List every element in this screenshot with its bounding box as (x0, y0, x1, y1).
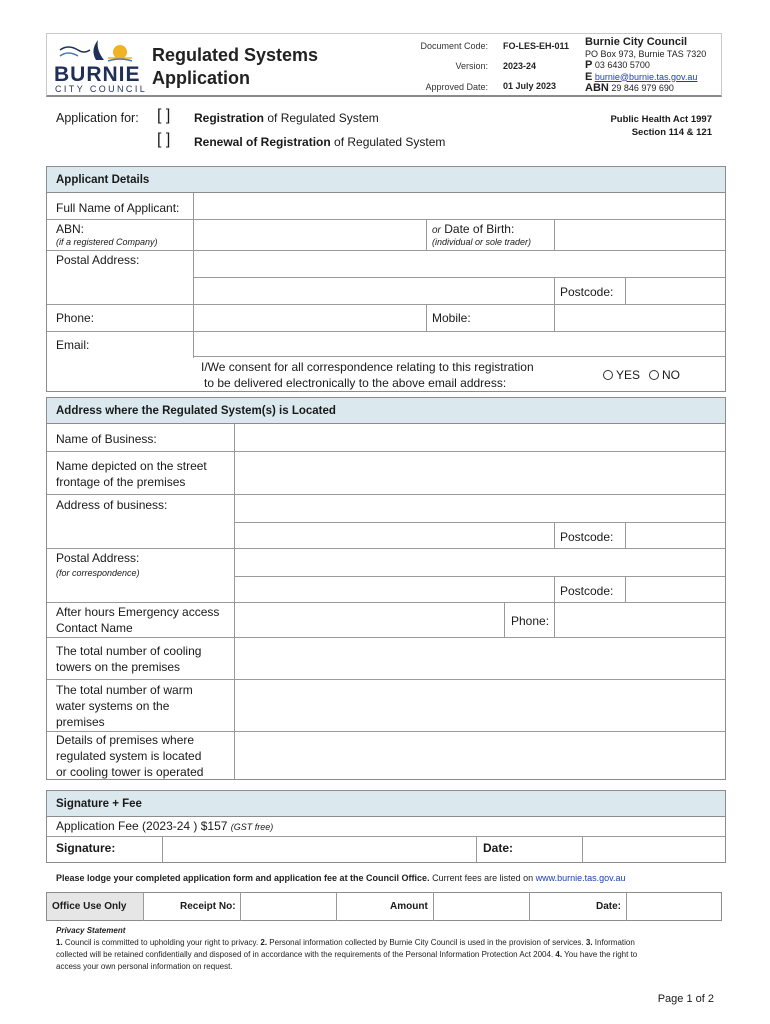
phone-label: Phone: (56, 311, 95, 325)
renewal-checkbox[interactable]: [ ] (157, 131, 171, 148)
row-divider (47, 331, 725, 332)
postal-address-field[interactable] (237, 550, 724, 574)
renewal-option: Renewal of Registration of Regulated System (194, 135, 446, 149)
cooling-towers-label: The total number of cooling towers on the premises (56, 644, 202, 674)
column-divider (143, 892, 144, 921)
column-divider (234, 424, 235, 780)
postal-address-note: (for correspondence) (56, 568, 140, 578)
doc-code-label: Document Code: (420, 41, 488, 51)
column-divider (625, 277, 626, 304)
consent-yes-option[interactable]: YES (603, 367, 640, 383)
registration-option: Registration of Regulated System (194, 111, 379, 125)
consent-text: I/We consent for all correspondence relating to this registration to be delivered electronically to the above email address: (201, 360, 534, 390)
abn-label: ABN: (56, 222, 85, 236)
row-divider (47, 494, 725, 495)
form-title: Regulated Systems Application (152, 45, 319, 88)
column-divider (625, 522, 626, 548)
version-label: Version: (455, 61, 488, 71)
address-section-heading: Address where the Regulated System(s) is Located (47, 398, 725, 424)
column-divider (504, 602, 505, 637)
page-number: Page 1 of 2 (657, 993, 714, 1005)
email-label: Email: (56, 338, 90, 352)
approved-date-label: Approved Date: (425, 82, 488, 92)
postal-address-field[interactable] (196, 252, 724, 275)
abn-note: (if a registered Company) (56, 237, 158, 247)
council-contact: Burnie City Council PO Box 973, Burnie TAS 7320 P 03 6430 5700 E burnie@burnie.tas.gov.au ABN 29 846 979 690 (585, 36, 707, 94)
office-use-label: Office Use Only (52, 901, 127, 912)
phone-field[interactable] (196, 306, 424, 329)
row-divider (47, 548, 725, 549)
office-date-field[interactable] (629, 894, 720, 919)
row-divider (47, 679, 725, 680)
logo-wordmark: BURNIE (54, 63, 141, 86)
consent-no-option[interactable]: NO (649, 367, 680, 383)
office-date-label: Date: (596, 901, 622, 912)
column-divider (554, 576, 555, 602)
row-divider (193, 356, 725, 357)
after-hours-phone-field[interactable] (557, 604, 724, 635)
row-divider (47, 304, 725, 305)
signature-fee-heading: Signature + Fee (47, 791, 725, 817)
column-divider (625, 576, 626, 602)
radio-icon[interactable] (603, 370, 613, 380)
column-divider (240, 892, 241, 921)
dob-field[interactable] (557, 221, 723, 248)
postal-postcode-field[interactable] (628, 578, 724, 600)
business-address-field[interactable] (237, 496, 724, 520)
row-divider (234, 576, 725, 577)
after-hours-phone-label: Phone: (511, 614, 550, 628)
column-divider (162, 836, 163, 863)
business-postcode-label: Postcode: (560, 530, 614, 544)
warm-water-systems-field[interactable] (237, 681, 724, 729)
dob-note: (individual or sole trader) (432, 237, 532, 247)
application-for-label: Application for: (56, 111, 139, 125)
business-postcode-field[interactable] (628, 524, 724, 546)
business-name-field[interactable] (237, 426, 724, 449)
column-divider (476, 836, 477, 863)
council-email-link[interactable]: burnie@burnie.tas.gov.au (594, 71, 698, 82)
dob-label: or Date of Birth: (432, 222, 515, 236)
row-divider (47, 451, 725, 452)
full-name-field[interactable] (196, 195, 724, 218)
row-divider (47, 250, 725, 251)
registration-checkbox[interactable]: [ ] (157, 107, 171, 124)
signature-label: Signature: (56, 841, 116, 855)
council-website-link[interactable]: www.burnie.tas.gov.au (535, 873, 626, 883)
signature-date-field[interactable] (585, 838, 724, 861)
column-divider (529, 892, 530, 921)
street-name-label: Name depicted on the street frontage of the premises (56, 459, 207, 489)
full-name-label: Full Name of Applicant: (56, 201, 180, 215)
after-hours-contact-field[interactable] (237, 604, 502, 635)
amount-label: Amount (390, 901, 428, 912)
receipt-no-field[interactable] (243, 894, 334, 919)
business-address-label: Address of business: (56, 498, 168, 512)
column-divider (433, 892, 434, 921)
premises-details-label: Details of premises where regulated system is located or cooling tower is operated (56, 733, 204, 779)
column-divider (554, 277, 555, 331)
row-divider (234, 522, 725, 523)
privacy-statement: Privacy Statement 1. Council is committed to upholding your right to privacy. 2. Personal information collected by Burnie City Council is used in the provision of services. 3. Information collected will be retained confidentially and disposed of in accordance with the requirements of the Personal Information Protection Act 2004. 4. You have the right to access your own personal information on request. (56, 926, 638, 971)
amount-field[interactable] (436, 894, 527, 919)
legislation-reference: Public Health Act 1997 Section 114 & 121 (610, 114, 712, 138)
column-divider (193, 193, 194, 358)
postal-postcode-label: Postcode: (560, 584, 614, 598)
lodgement-note: Please lodge your completed application form and application fee at the Council Office. Current fees are listed on www.burnie.tas.gov.au (56, 873, 626, 883)
doc-code-value: FO-LES-EH-011 (503, 41, 570, 51)
column-divider (426, 219, 427, 250)
signature-date-label: Date: (483, 841, 514, 855)
column-divider (426, 304, 427, 331)
row-divider (193, 277, 725, 278)
row-divider (47, 219, 725, 220)
application-fee: Application Fee (2023-24 ) $157 (GST free) (56, 819, 274, 833)
approved-date-value: 01 July 2023 (503, 81, 557, 91)
postal-address-label: Postal Address: (56, 253, 140, 267)
postal-address-label: Postal Address: (56, 551, 140, 565)
column-divider (554, 602, 555, 637)
column-divider (336, 892, 337, 921)
after-hours-contact-label: After hours Emergency access Contact Name (56, 605, 220, 635)
business-name-label: Name of Business: (56, 432, 157, 446)
cooling-towers-field[interactable] (237, 639, 724, 677)
column-divider (582, 836, 583, 863)
receipt-no-label: Receipt No: (180, 901, 236, 912)
premises-details-field[interactable] (237, 733, 724, 778)
row-divider (47, 836, 725, 837)
email-field[interactable] (196, 333, 724, 355)
warm-water-systems-label: The total number of warm water systems on the premises (56, 683, 193, 729)
mobile-label: Mobile: (432, 311, 471, 325)
row-divider (47, 602, 725, 603)
column-divider (554, 219, 555, 250)
signature-field[interactable] (165, 838, 474, 861)
mobile-field[interactable] (557, 306, 723, 329)
radio-icon[interactable] (649, 370, 659, 380)
abn-field[interactable] (196, 221, 424, 248)
column-divider (554, 522, 555, 548)
applicant-details-heading: Applicant Details (47, 167, 725, 193)
row-divider (47, 637, 725, 638)
logo-subtitle: CITY COUNCIL (55, 84, 148, 94)
postcode-label: Postcode: (560, 285, 614, 299)
postcode-field[interactable] (628, 279, 724, 302)
street-name-field[interactable] (237, 453, 724, 492)
column-divider (626, 892, 627, 921)
version-value: 2023-24 (503, 61, 537, 71)
